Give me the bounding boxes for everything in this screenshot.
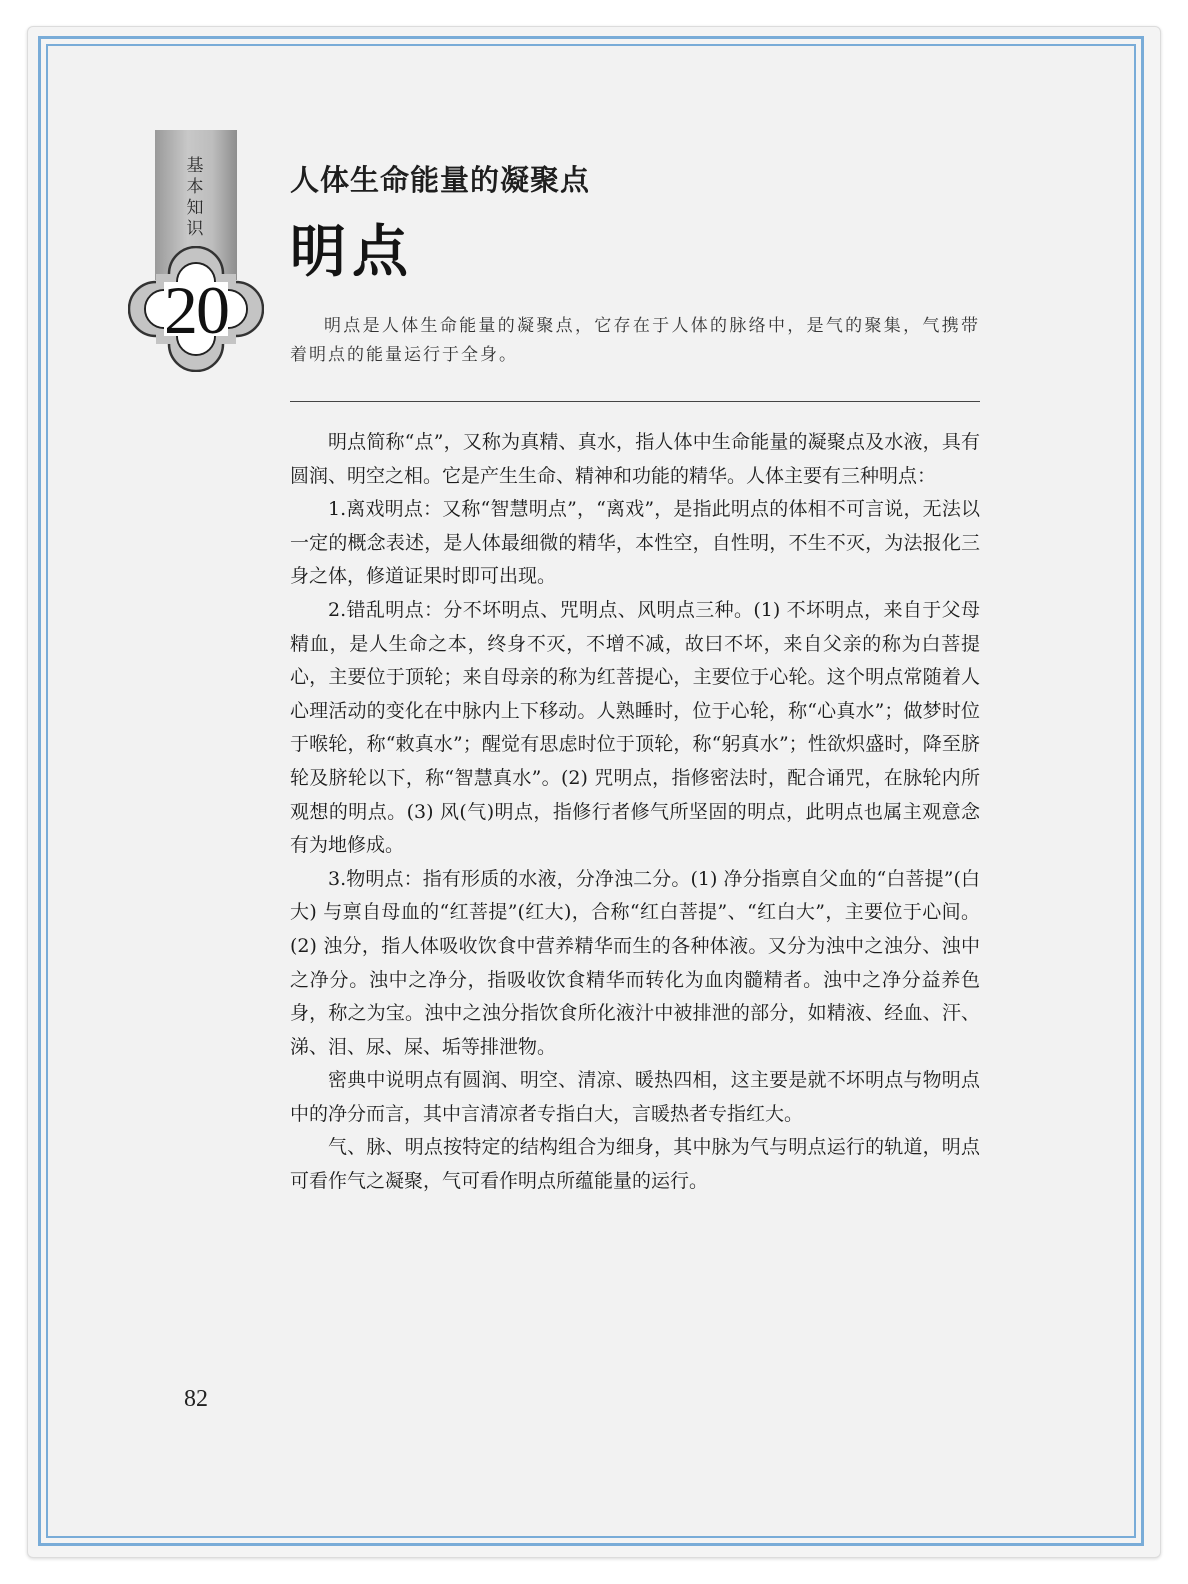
- chapter-title: 明点: [290, 220, 414, 285]
- body-paragraph: 2.错乱明点：分不坏明点、咒明点、风明点三种。(1) 不坏明点，来自于父母精血，是人生命之本，终身不灭，不增不减，故曰不坏，来自父亲的称为白菩提心，主要位于顶轮；来自母亲的称为红菩提心，主要位于心轮。这个明点常随着人心理活动的变化在中脉内上下移动。人熟睡时，位于心轮，称“心真水”；做梦时位于喉轮，称“敕真水”；醒觉有思虑时位于顶轮，称“躬真水”；性欲炽盛时，降至脐轮及脐轮以下，称“智慧真水”。(2) 咒明点，指修密法时，配合诵咒，在脉轮内所观想的明点。(3) 风(气)明点，指修行者修气所坚固的明点，此明点也属主观意念有为地修成。: [290, 598, 980, 857]
- body-paragraph: 气、脉、明点按特定的结构组合为细身，其中脉为气与明点运行的轨道，明点可看作气之凝聚，气可看作明点所蕴能量的运行。: [290, 1136, 980, 1193]
- chapter-intro: 明点是人体生命能量的凝聚点，它存在于人体的脉络中，是气的聚集，气携带着明点的能量运行于全身。: [290, 316, 980, 365]
- chapter-subtitle: 人体生命能量的凝聚点: [290, 163, 591, 197]
- body-paragraph: 明点简称“点”，又称为真精、真水，指人体中生命能量的凝聚点及水液，具有圆润、明空之相。它是产生生命、精神和功能的精华。人体主要有三种明点：: [290, 431, 980, 487]
- section-label: 基本知识: [186, 156, 204, 239]
- body-text: [290, 426, 980, 1199]
- body-paragraph: 1.离戏明点：又称“智慧明点”，“离戏”，是指此明点的体相不可言说，无法以一定的概念表述，是人体最细微的精华，本性空，自性明，不生不灭，为法报化三身之体，修道证果时即可出现。: [290, 498, 980, 588]
- chapter-number: 20: [164, 272, 228, 348]
- body-paragraph: 密典中说明点有圆润、明空、清凉、暖热四相，这主要是就不坏明点与物明点中的净分而言，其中言清凉者专指白大，言暖热者专指红大。: [290, 1069, 980, 1125]
- intro-divider: [290, 401, 980, 402]
- page-number: 82: [184, 1386, 208, 1412]
- body-paragraph: 3.物明点：指有形质的水液，分净浊二分。(1) 净分指禀自父血的“白菩提”(白大) 与禀自母血的“红菩提”(红大)，合称“红白菩提”、“红白大”，主要位于心间。(2) 浊分，指人体吸收饮食中营养精华而生的各种体液。又分为浊中之浊分、浊中之净分。浊中之净分，指吸收饮食精华而转化为血肉髓精者。浊中之净分益养色身，称之为宝。浊中之浊分指饮食所化液汁中被排泄的部分，如精液、经血、汗、涕、泪、尿、屎、垢等排泄物。: [290, 867, 980, 1058]
